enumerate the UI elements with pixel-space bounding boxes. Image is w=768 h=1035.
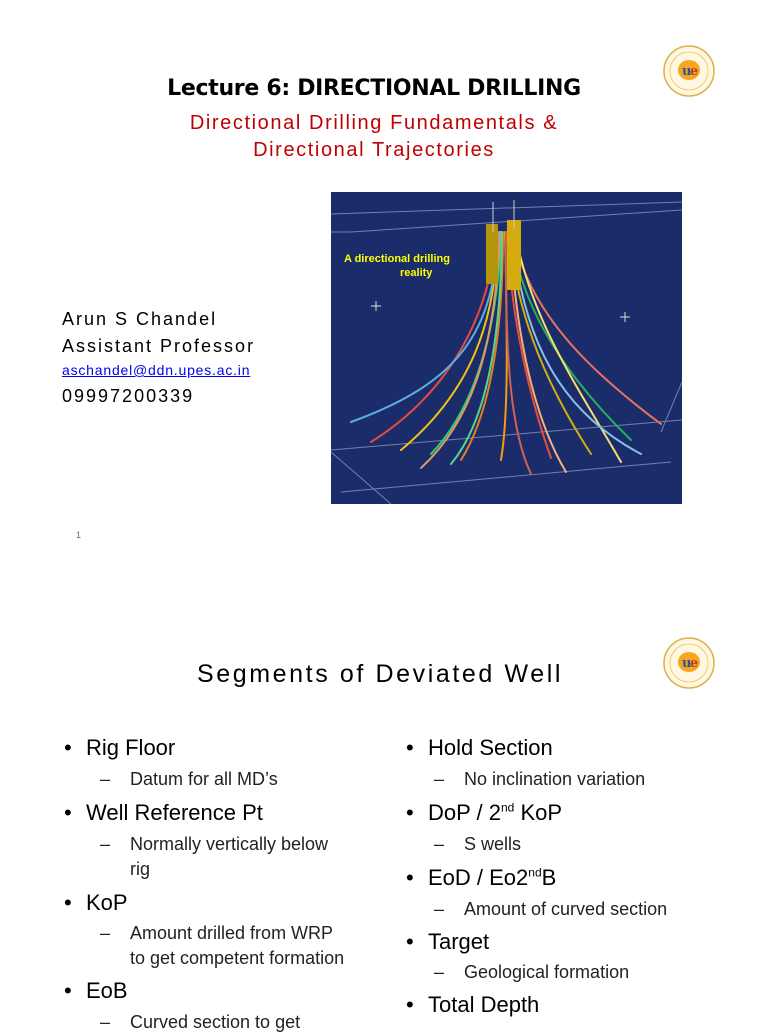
university-logo-icon <box>662 44 716 98</box>
svg-text:e: e <box>690 656 699 671</box>
slide1-title: Lecture 6: DIRECTIONAL DRILLING <box>167 76 581 101</box>
slide2-title: Segments of Deviated Well <box>196 660 564 688</box>
author-role: Assistant Professor <box>62 336 256 356</box>
bullet-dot-icon: • <box>64 978 72 1003</box>
svg-text:u: u <box>682 656 692 671</box>
author-email-link[interactable]: aschandel@ddn.upes.ac.in <box>62 362 251 378</box>
bullet-dot-icon: • <box>64 800 72 825</box>
bullet-dot-icon: • <box>406 800 414 825</box>
bullet-dot-icon: • <box>406 992 414 1017</box>
author-phone: 09997200339 <box>62 386 195 406</box>
slide-number: 1 <box>76 530 82 540</box>
image-caption-line2: reality <box>400 267 433 279</box>
directional-drilling-image <box>331 192 682 504</box>
bullet-dot-icon: • <box>64 890 72 915</box>
svg-text:u: u <box>682 64 692 79</box>
bullet-dot-icon: • <box>64 735 72 760</box>
bullet-dot-icon: • <box>406 865 414 890</box>
slide1-subtitle-line1: Directional Drilling Fundamentals & <box>189 112 559 134</box>
image-caption-line1: A directional drilling <box>344 253 450 265</box>
svg-text:e: e <box>690 64 699 79</box>
bullet-dot-icon: • <box>406 735 414 760</box>
author-name: Arun S Chandel <box>62 309 218 329</box>
slide1-subtitle-line2: Directional Trajectories <box>253 139 495 161</box>
bullet-dot-icon: • <box>406 929 414 954</box>
